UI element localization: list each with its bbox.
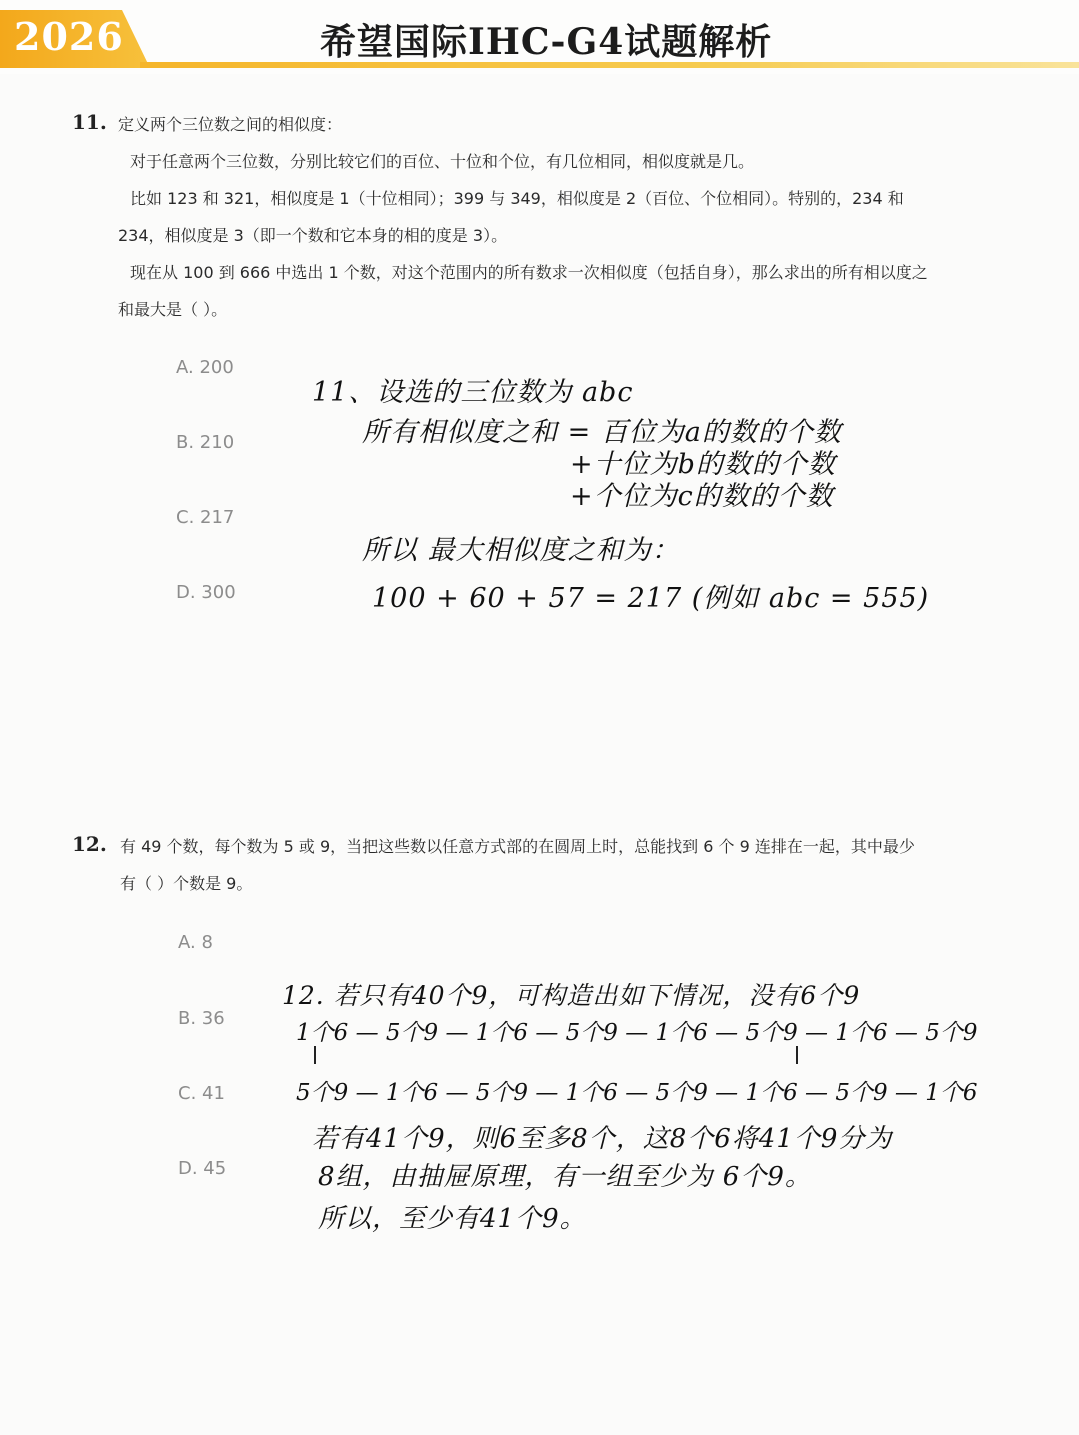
- question-11-solution-line-3: +十位为b的数的个数: [570, 449, 836, 480]
- question-12-solution-line-4: 若有41个9，则6至多8个，这8个6将41个9分为: [312, 1124, 893, 1154]
- question-12-stem-line-1: 有 49 个数，每个数为 5 或 9，当把这些数以任意方式部的在圆周上时，总能找到 6 个 9 连排在一起，其中最少: [120, 837, 915, 856]
- question-12-option-d[interactable]: D. 45: [178, 1158, 227, 1179]
- question-11-solution-line-1: 11、设选的三位数为 abc: [312, 377, 634, 408]
- question-11-option-a[interactable]: A. 200: [176, 357, 234, 378]
- question-11-stem-line-4: 234，相似度是 3（即一个数和它本身的相的度是 3）。: [118, 226, 508, 245]
- question-12-solution-line-3: 5个9 — 1个6 — 5个9 — 1个6 — 5个9 — 1个6 — 5个9 — 1个6: [296, 1080, 978, 1106]
- question-11-solution-line-4: +个位为c的数的个数: [570, 481, 834, 512]
- page-title: 希望国际IHC-G4试题解析: [320, 21, 773, 63]
- question-12-stem-line-2: 有（ ）个数是 9。: [120, 874, 253, 893]
- question-12-solution-line-2: 1个6 — 5个9 — 1个6 — 5个9 — 1个6 — 5个9 — 1个6 — 5个9: [296, 1020, 978, 1046]
- question-11-solution-line-2: 所有相似度之和 = 百位为a的数的个数: [362, 417, 842, 448]
- question-12-solution-line-1: 12. 若只有40个9，可构造出如下情况，没有6个9: [282, 981, 861, 1010]
- question-11-option-d[interactable]: D. 300: [176, 582, 236, 603]
- question-12-option-b[interactable]: B. 36: [178, 1008, 225, 1029]
- question-11-option-c[interactable]: C. 217: [176, 507, 235, 528]
- question-12-option-c[interactable]: C. 41: [178, 1083, 225, 1104]
- question-11-stem-line-3: 比如 123 和 321，相似度是 1（十位相同）；399 与 349，相似度是 2（百位、个位相同）。特别的，234 和: [130, 189, 904, 208]
- question-11-stem-line-5: 现在从 100 到 666 中选出 1 个数，对这个范围内的所有数求一次相似度（包括自身），那么求出的所有相以度之: [130, 263, 928, 282]
- question-12-number: 12.: [72, 832, 107, 856]
- page-header: [0, 0, 1079, 74]
- question-12-solution-line-5: 8组，由抽屉原理，有一组至少为 6个9。: [318, 1162, 812, 1192]
- cycle-connector-right: [796, 1046, 798, 1064]
- question-11-stem-line-6: 和最大是（ ）。: [118, 300, 228, 319]
- cycle-connector-left: [314, 1046, 316, 1064]
- question-12-option-a[interactable]: A. 8: [178, 932, 213, 953]
- question-11-option-b[interactable]: B. 210: [176, 432, 235, 453]
- question-11-stem-line-1: 定义两个三位数之间的相似度：: [118, 115, 343, 134]
- question-11-solution-line-5: 所以 最大相似度之和为：: [362, 535, 680, 566]
- question-11-solution-line-6: 100 + 60 + 57 = 217 (例如 abc = 555): [372, 583, 930, 614]
- question-12-solution-line-6: 所以，至少有41个9。: [318, 1204, 587, 1234]
- question-11-stem-line-2: 对于任意两个三位数，分别比较它们的百位、十位和个位，有几位相同，相似度就是几。: [130, 152, 755, 171]
- year-label: 2026: [14, 14, 124, 59]
- question-11-number: 11.: [72, 110, 107, 134]
